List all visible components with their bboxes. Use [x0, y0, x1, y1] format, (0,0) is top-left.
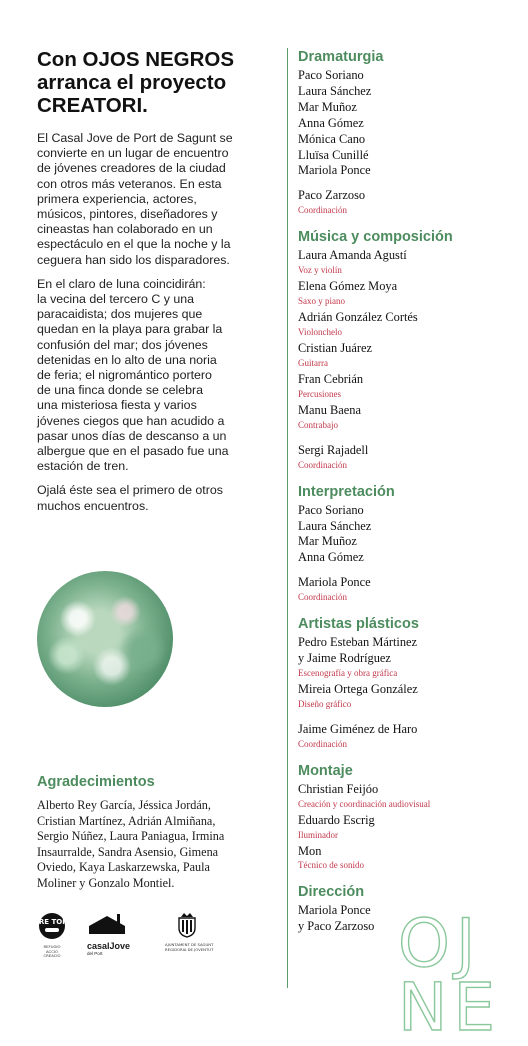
creatori-caption [37, 945, 67, 959]
credit-role: Creación y coordinación audiovisual [298, 798, 431, 809]
section-heading: Dramaturgia [298, 49, 384, 65]
outline-letters-line: OJ [398, 905, 482, 982]
creatori-logo-text: CRE TORI [33, 918, 71, 926]
credit-role: Coordinación [298, 738, 347, 749]
intro-line: primera experiencia, actores, [37, 191, 197, 206]
spacer [298, 434, 508, 443]
credit-role: Guitarra [298, 357, 328, 368]
credit-name: Mon [298, 843, 322, 858]
creatori-caption-line: ACCIÓ [46, 948, 58, 954]
intro-line: paracaidista; dos mujeres que [37, 307, 203, 322]
intro-line: de jóvenes creadores de la ciudad [37, 161, 226, 176]
credit-role: Iluminador [298, 829, 338, 840]
casal-jove-name: casalJove [87, 941, 131, 951]
intro-line: convierte en un lugar de encuentro [37, 146, 229, 161]
credit-name: Anna Gómez [298, 550, 364, 565]
credit-name: Elena Gómez Moya [298, 279, 398, 294]
credit-name: Fran Cebrián [298, 371, 364, 386]
credit-name: Laura Amanda Agustí [298, 248, 407, 263]
credits-section [298, 762, 508, 872]
credit-name: Laura Sánchez [298, 83, 372, 98]
credits-section [298, 615, 508, 750]
ajuntament-logo [165, 912, 214, 952]
credit-name: Paco Soriano [298, 502, 364, 517]
intro-line: ceguera han sido los disparadores. [37, 252, 230, 267]
credit-name: Jaime Giménez de Haro [298, 721, 418, 736]
credits-section [298, 483, 508, 604]
intro-line: muchos encuentros. [37, 498, 149, 513]
coat-of-arms-icon [176, 912, 198, 938]
credit-name: Mariola Ponce [298, 575, 371, 590]
spacer [298, 179, 508, 188]
credit-role: Diseño gráfico [298, 698, 352, 709]
title-line: arranca el proyecto [37, 71, 227, 94]
credit-name: Manu Baena [298, 402, 361, 417]
spacer [298, 566, 508, 575]
section-heading: Artistas plásticos [298, 616, 419, 633]
intro-line: la vecina del tercero C y una [37, 292, 195, 307]
intro-line: detenidas en lo alto de una noria [37, 352, 217, 367]
intro-line: albergue que en el pasado fue una [37, 444, 229, 459]
acknowledgements [37, 773, 277, 892]
intro-line: músicos, pintores, diseñadores y [37, 207, 218, 222]
credit-name: Mar Muñoz [298, 534, 357, 549]
acknowledgements-heading: Agradecimientos [37, 774, 155, 790]
intro-line: En el claro de luna coincidirán: [37, 276, 206, 291]
ajuntament-caption-line: REGIDORIA DE JOVENTUT [165, 946, 214, 952]
section-heading: Montaje [298, 762, 353, 779]
credit-role: Técnico de sonido [298, 860, 364, 871]
intro-line: quedan en la playa para grabar la [37, 322, 223, 337]
creatori-badge-icon [33, 912, 71, 940]
intro-line: con otros más veteranos. En esta [37, 176, 222, 191]
intro-line: pasar unos días de descanso a un [37, 428, 227, 443]
section-heading: Dirección [298, 884, 365, 901]
credit-name: Christian Feijóo [298, 781, 379, 796]
creatori-logo [33, 912, 71, 959]
credit-role: Voz y violín [298, 265, 342, 276]
credit-role: Escenografía y obra gráfica [298, 667, 398, 678]
intro-line: de una finca donde se celebra [37, 383, 204, 398]
acknowledgement-line: Cristian Martínez, Adrián Almiñana, [37, 813, 216, 828]
intro-line: cineastas han colaborado en un [37, 222, 213, 237]
credit-name: Anna Gómez [298, 115, 364, 130]
acknowledgement-line: Oviedo, Kaya Laskarzewska, Paula [37, 860, 210, 875]
title-line: Con OJOS NEGROS [37, 48, 235, 71]
casal-jove-sub: del Port [87, 951, 103, 956]
credit-role: Violonchelo [298, 326, 342, 337]
creatori-caption-line: REFUGIO [43, 944, 61, 949]
credit-role: Saxo y piano [298, 296, 345, 307]
credit-name: Sergi Rajadell [298, 442, 369, 457]
credit-name: Cristian Juárez [298, 340, 372, 355]
credit-role: Percusiones [298, 388, 341, 399]
sponsor-logos [33, 912, 277, 972]
credit-name: Mar Muñoz [298, 99, 357, 114]
credit-name: y Paco Zarzoso [298, 919, 375, 934]
creatori-caption-line: CREACIÓ [43, 953, 61, 959]
credit-name: Adrián González Cortés [298, 310, 418, 325]
acknowledgement-line: Sergio Núñez, Laura Paniagua, Irmina [37, 829, 225, 844]
credit-name: Eduardo Escrig [298, 812, 375, 827]
decorative-outline-letters [398, 905, 528, 1046]
ajuntament-caption-line: AJUNTAMENT DE SAGUNT [165, 942, 214, 947]
credit-name: y Jaime Rodríguez [298, 651, 391, 666]
section-heading: Música y composición [298, 229, 453, 246]
credit-name: Laura Sánchez [298, 518, 372, 533]
casal-jove-logo [87, 912, 147, 956]
intro-paragraph [37, 483, 277, 513]
credit-name: Paco Zarzoso [298, 188, 366, 203]
credits-section [298, 48, 508, 216]
ajuntament-caption [165, 942, 214, 952]
outline-letters-line: NE [398, 969, 502, 1046]
intro-line: jóvenes ciegos que han acudido a [37, 413, 225, 428]
section-heading: Interpretación [298, 483, 395, 500]
credits-section [298, 228, 508, 470]
title-line: CREATORI. [37, 94, 148, 117]
acknowledgement-line: Moliner y Gonzalo Montiel. [37, 875, 175, 890]
intro-line: espectáculo en el que la noche y la [37, 237, 231, 252]
credit-name: Mariola Ponce [298, 903, 371, 918]
credit-name: Mariola Ponce [298, 163, 371, 178]
credit-name: Mireia Ortega González [298, 681, 418, 696]
intro-line: confusión del mar; dos jóvenes [37, 337, 208, 352]
intro-line: una misteriosa fiesta y varios [37, 398, 197, 413]
casal-jove-house-icon [87, 912, 127, 936]
intro-column [37, 48, 277, 523]
credits-column [298, 48, 508, 947]
intro-line: Ojalá éste sea el primero de otros [37, 483, 223, 498]
intro-text [37, 131, 277, 514]
credit-role: Coordinación [298, 592, 347, 603]
acknowledgements-text [37, 798, 277, 892]
intro-line: estación de tren. [37, 459, 129, 474]
credit-name: Paco Soriano [298, 68, 364, 82]
column-divider [287, 48, 288, 988]
credit-name: Mónica Cano [298, 131, 366, 146]
credit-name: Pedro Esteban Mártinez [298, 635, 418, 650]
intro-paragraph [37, 277, 277, 475]
artwork-circle-image [37, 571, 173, 707]
credit-role: Contrabajo [298, 419, 338, 430]
spacer [298, 713, 508, 722]
intro-line: El Casal Jove de Port de Sagunt se [37, 131, 233, 145]
credit-role: Coordinación [298, 205, 347, 216]
intro-line: de feria; el nigromántico portero [37, 368, 212, 383]
intro-paragraph [37, 131, 277, 268]
credit-role: Coordinación [298, 459, 347, 470]
credit-name: Lluïsa Cunillé [298, 147, 369, 162]
acknowledgement-line: Alberto Rey García, Jéssica Jordán, [37, 798, 211, 812]
page-title [37, 48, 277, 117]
acknowledgement-line: Insaurralde, Sandra Asensio, Gimena [37, 844, 219, 859]
